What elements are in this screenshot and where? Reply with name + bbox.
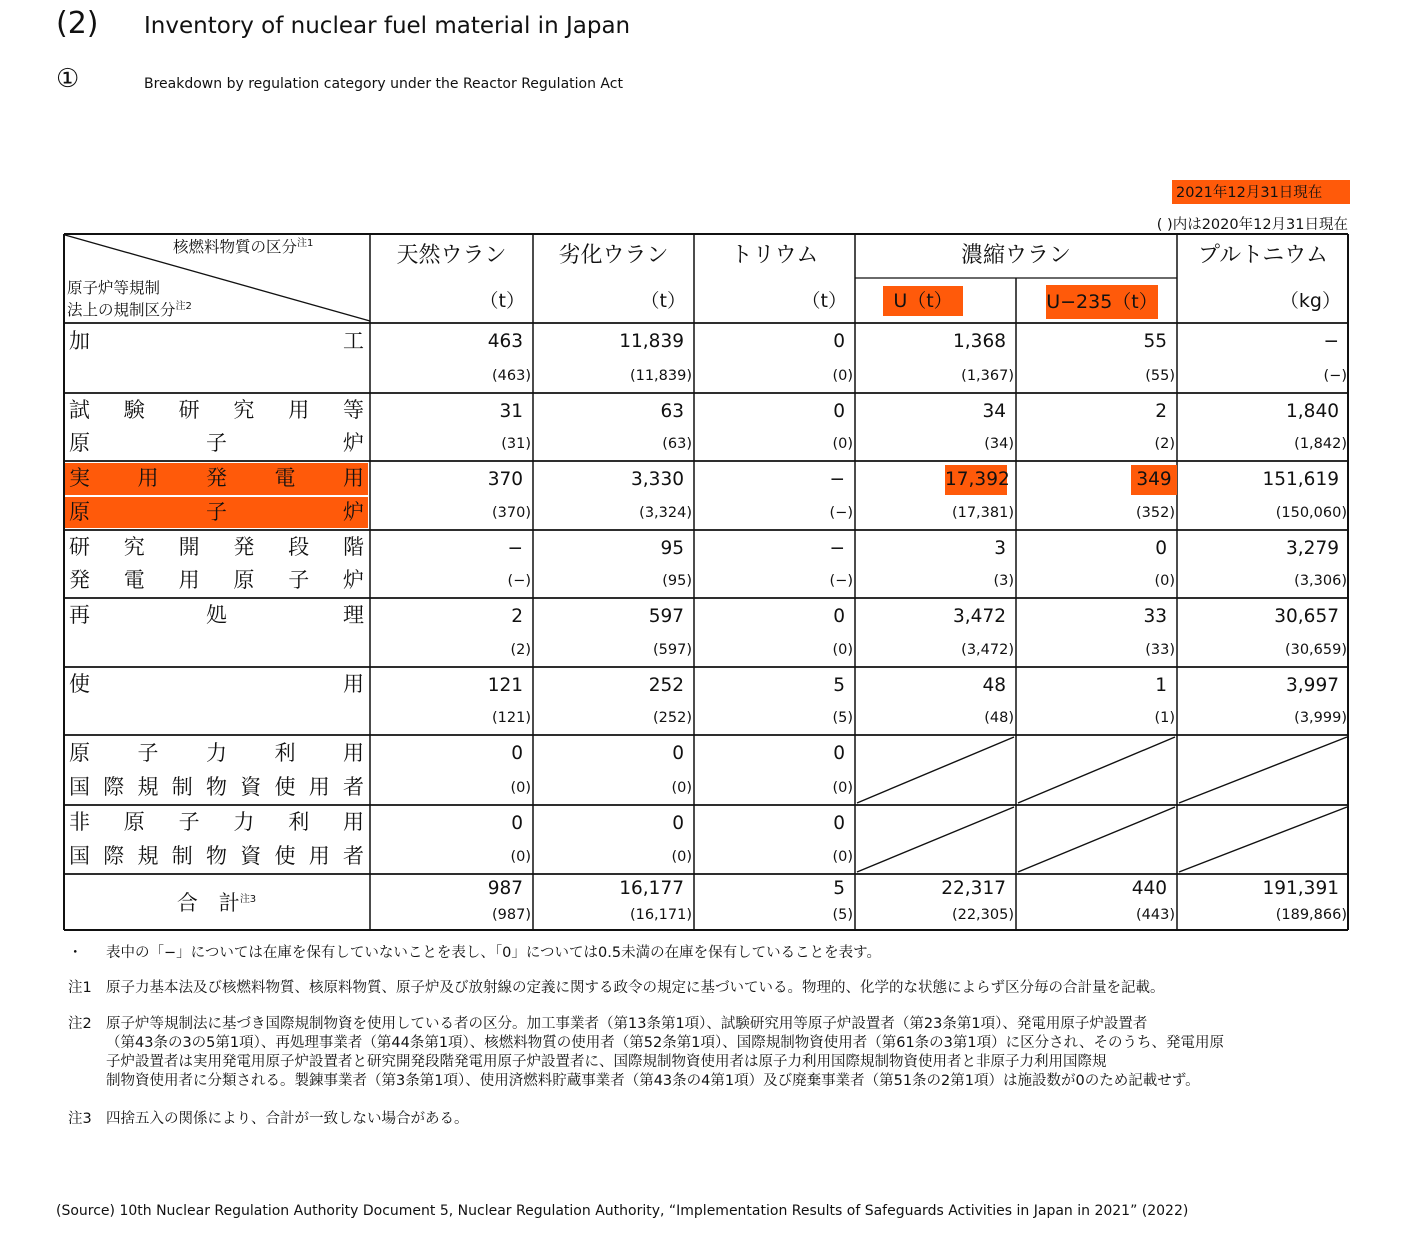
- value-cell: 5: [833, 675, 845, 696]
- previous-value-cell: (95): [662, 573, 692, 589]
- previous-value-cell: (33): [1145, 642, 1175, 658]
- row-label: 使 用: [69, 672, 364, 696]
- value-cell: 3,997: [1286, 675, 1339, 696]
- previous-value-cell: (370): [492, 505, 531, 521]
- value-cell: 1,840: [1286, 401, 1339, 422]
- value-cell: 3,279: [1286, 538, 1339, 559]
- value-cell: 3,330: [631, 469, 684, 490]
- value-cell: 33: [1143, 606, 1167, 627]
- row-label: 研 究 開 発 段 階: [69, 535, 364, 559]
- enriched-u-header: U（t）: [883, 286, 963, 316]
- unit-label: （t）: [801, 290, 847, 312]
- previous-value-cell: (17,381): [951, 505, 1014, 521]
- total-value-cell: 191,391: [1262, 878, 1339, 899]
- previous-value-cell: (0): [832, 849, 853, 865]
- previous-value-cell: (3,306): [1294, 573, 1347, 589]
- unit-label: （t）: [479, 290, 525, 312]
- value-cell: 151,619: [1262, 469, 1339, 490]
- value-cell: −: [829, 538, 845, 559]
- value-cell: 0: [672, 813, 684, 834]
- value-cell: 0: [833, 813, 845, 834]
- source-citation: (Source) 10th Nuclear Regulation Authority Document 5, Nuclear Regulation Authority, “Implementation Results of Safeguards Activities in Japan in 2021” (2022): [56, 1203, 1189, 1219]
- total-previous-value-cell: (16,171): [629, 907, 692, 923]
- previous-value-cell: (3): [993, 573, 1014, 589]
- value-cell: 370: [487, 469, 523, 490]
- value-cell: 0: [833, 331, 845, 352]
- previous-value-cell: (0): [832, 368, 853, 384]
- header-enriched: 濃縮ウラン: [960, 243, 1071, 268]
- row-label: 原 子 炉: [69, 431, 364, 455]
- value-cell: −: [507, 538, 523, 559]
- row-label: 発 電 用 原 子 炉: [69, 568, 364, 592]
- previous-value-cell: (5): [832, 710, 853, 726]
- previous-value-cell: (463): [492, 368, 531, 384]
- previous-value-cell: (−): [1323, 368, 1347, 384]
- previous-value-cell: (3,472): [961, 642, 1014, 658]
- total-value-cell: 5: [833, 878, 845, 899]
- empty-cell-diagonal: [1018, 737, 1175, 803]
- value-cell: −: [1323, 331, 1339, 352]
- total-previous-value-cell: (22,305): [951, 907, 1014, 923]
- note-2-line: （第43条の3の5第1項）、再処理事業者（第44条第1項）、核燃料物質の使用者（第52条第1項）、国際規制物資使用者（第61条の3第1項）に区分され、そのうち、発電用原: [106, 1035, 1224, 1051]
- total-value-cell: 16,177: [619, 878, 684, 899]
- row-label: 原 子 力 利 用: [69, 741, 364, 765]
- previous-value-cell: (0): [671, 780, 692, 796]
- previous-value-cell: (2): [1154, 436, 1175, 452]
- current-date: 2021年12月31日現在: [1172, 180, 1350, 204]
- section-number: (2): [56, 6, 99, 41]
- note-1: 注1 原子力基本法及び核燃料物質、核原料物質、原子炉及び放射線の定義に関する政令の規定に基づいている。物理的、化学的な状態によらず区分毎の合計量を記載。: [68, 980, 1165, 996]
- value-cell: 463: [487, 331, 523, 352]
- previous-value-cell: (63): [662, 436, 692, 452]
- value-cell: 0: [833, 743, 845, 764]
- row-label: 試 験 研 究 用 等: [69, 398, 364, 422]
- total-value-cell: 22,317: [941, 878, 1006, 899]
- value-cell: 1: [1155, 675, 1167, 696]
- previous-value-cell: (3,324): [639, 505, 692, 521]
- row-label: 非 原 子 力 利 用: [69, 810, 364, 834]
- total-previous-value-cell: (5): [832, 907, 853, 923]
- value-cell: 48: [982, 675, 1006, 696]
- value-cell: 95: [660, 538, 684, 559]
- header-depleted: 劣化ウラン: [558, 243, 669, 268]
- value-cell: 34: [982, 401, 1006, 422]
- previous-value-cell: (1,367): [961, 368, 1014, 384]
- total-previous-value-cell: (189,866): [1275, 907, 1347, 923]
- previous-value-cell: (0): [510, 849, 531, 865]
- previous-value-cell: (1): [1154, 710, 1175, 726]
- value-cell: 0: [1155, 538, 1167, 559]
- value-cell: 252: [648, 675, 684, 696]
- previous-value-cell: (150,060): [1275, 505, 1347, 521]
- previous-value-cell: (−): [507, 573, 531, 589]
- previous-value-cell: (0): [510, 780, 531, 796]
- value-cell: 0: [672, 743, 684, 764]
- header-thorium: トリウム: [730, 243, 819, 268]
- previous-value-cell: (30,659): [1284, 642, 1347, 658]
- corner-regulation-label: 原子炉等規制 法上の規制区分$^{注2}$: [67, 279, 192, 319]
- value-cell: 30,657: [1274, 606, 1339, 627]
- enriched-u235-header: U−235（t）: [1046, 285, 1158, 319]
- value-cell: 0: [511, 743, 523, 764]
- previous-value-cell: (0): [1154, 573, 1175, 589]
- previous-value-cell: (0): [832, 436, 853, 452]
- previous-value-cell: (352): [1136, 505, 1175, 521]
- header-natural: 天然ウラン: [396, 243, 507, 268]
- header-plutonium: プルトニウム: [1197, 243, 1329, 268]
- corner-category-label: 核燃料物質の区分$^{注1}$: [173, 237, 314, 256]
- value-cell: 597: [648, 606, 684, 627]
- previous-value-cell: (−): [829, 505, 853, 521]
- unit-label: （t）: [640, 290, 686, 312]
- value-cell: 2: [511, 606, 523, 627]
- total-previous-value-cell: (987): [492, 907, 531, 923]
- previous-value-cell: (0): [832, 780, 853, 796]
- previous-value-cell: (252): [653, 710, 692, 726]
- previous-value-cell: (0): [832, 642, 853, 658]
- value-cell: 0: [833, 401, 845, 422]
- previous-date-note: ( )内は2020年12月31日現在: [1156, 217, 1348, 233]
- unit-label: （kg）: [1279, 290, 1341, 312]
- previous-value-cell: (3,999): [1294, 710, 1347, 726]
- value-cell: 0: [833, 606, 845, 627]
- value-cell: 63: [660, 401, 684, 422]
- empty-cell-diagonal: [1179, 807, 1347, 872]
- note-2-label: 注2: [68, 1016, 92, 1032]
- previous-value-cell: (11,839): [629, 368, 692, 384]
- total-previous-value-cell: (443): [1136, 907, 1175, 923]
- previous-value-cell: (2): [510, 642, 531, 658]
- previous-value-cell: (0): [671, 849, 692, 865]
- value-cell: 3,472: [953, 606, 1006, 627]
- total-label: 合 計$^{注3}$: [176, 891, 257, 915]
- row-label: 国 際 規 制 物 資 使 用 者: [69, 775, 364, 799]
- previous-value-cell: (34): [984, 436, 1014, 452]
- previous-value-cell: (1,842): [1294, 436, 1347, 452]
- subsection-number: ①: [56, 64, 80, 94]
- row-label: 原 子 炉: [65, 497, 368, 529]
- previous-value-cell: (55): [1145, 368, 1175, 384]
- note-3: 注3 四捨五入の関係により、合計が一致しない場合がある。: [68, 1111, 469, 1127]
- note-bullet: ・ 表中の「−」については在庫を保有していないことを表し、「0」については0.5未満の在庫を保有していることを表す。: [68, 945, 881, 961]
- note-2-line: 子炉設置者は実用発電用原子炉設置者と研究開発段階発電用原子炉設置者に、国際規制物資使用者は原子力利用国際規制物資使用者と非原子力利用国際規: [106, 1054, 1107, 1070]
- inventory-table: [63, 233, 1349, 931]
- empty-cell-diagonal: [1179, 737, 1347, 803]
- value-cell: 349: [1131, 465, 1177, 495]
- value-cell: −: [829, 469, 845, 490]
- row-label: 加 工: [69, 329, 364, 353]
- row-label: 実 用 発 電 用: [65, 463, 368, 495]
- value-cell: 55: [1143, 331, 1167, 352]
- row-label: 再 処 理: [69, 603, 364, 627]
- empty-cell-diagonal: [857, 737, 1014, 803]
- previous-value-cell: (121): [492, 710, 531, 726]
- previous-value-cell: (31): [501, 436, 531, 452]
- total-value-cell: 440: [1131, 878, 1167, 899]
- subsection-title: Breakdown by regulation category under the Reactor Regulation Act: [144, 76, 623, 92]
- total-value-cell: 987: [487, 878, 523, 899]
- value-cell: 1,368: [953, 331, 1006, 352]
- previous-value-cell: (48): [984, 710, 1014, 726]
- section-title: Inventory of nuclear fuel material in Japan: [144, 13, 631, 39]
- value-cell: 3: [994, 538, 1006, 559]
- note-2-line: 制物資使用者に分類される。製錬事業者（第3条第1項）、使用済燃料貯蔵事業者（第43条の4第1項）及び廃棄事業者（第51条の2第1項）は施設数が0のため記載せず。: [106, 1073, 1200, 1089]
- note-2-line: 原子炉等規制法に基づき国際規制物資を使用している者の区分。加工事業者（第13条第1項）、試験研究用等原子炉設置者（第23条第1項）、発電用原子炉設置者: [106, 1016, 1148, 1032]
- previous-value-cell: (−): [829, 573, 853, 589]
- value-cell: 17,392: [945, 465, 1007, 495]
- value-cell: 2: [1155, 401, 1167, 422]
- value-cell: 121: [487, 675, 523, 696]
- value-cell: 31: [499, 401, 523, 422]
- value-cell: 11,839: [619, 331, 684, 352]
- previous-value-cell: (597): [653, 642, 692, 658]
- row-label: 国 際 規 制 物 資 使 用 者: [69, 843, 364, 868]
- value-cell: 0: [511, 813, 523, 834]
- empty-cell-diagonal: [857, 807, 1014, 872]
- empty-cell-diagonal: [1018, 807, 1175, 872]
